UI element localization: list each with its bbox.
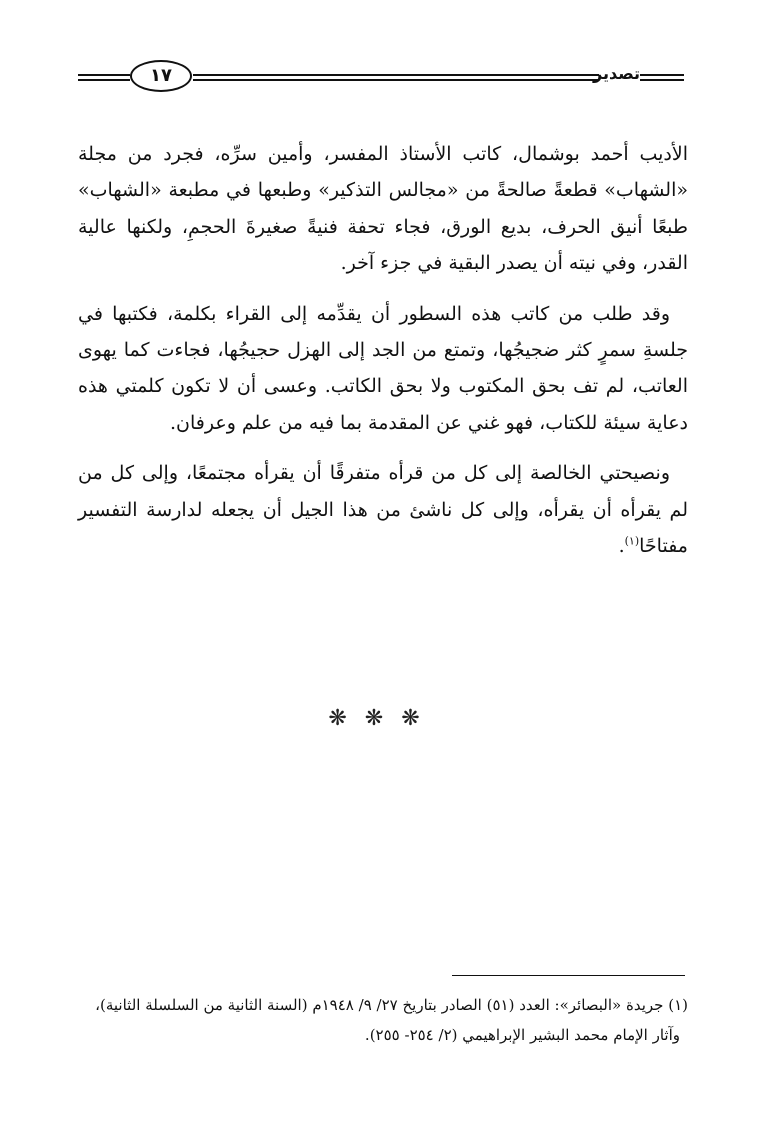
page-number: ١٧ — [130, 60, 192, 92]
running-title: تصدير — [593, 64, 640, 83]
header-rule-right — [640, 74, 684, 81]
paragraph-1: الأديب أحمد بوشمال، كاتب الأستاذ المفسر، وأمين سرِّه، فجرد من مجلة «الشهاب» قطعةً صالحةً من «مجالس التذكير» وطبعها في مطبعة «الشهاب» طبعًا أنيق الحرف، بديع الورق، فجاء تحفة فنيةً صغيرةَ الحجمِ، ولكنها عالية القدر، وفي نيته أن يصدر البقية في جزء آخر. — [78, 143, 688, 275]
footnotes — [78, 990, 688, 1050]
section-ornament: ❋❋❋ — [328, 706, 438, 731]
paragraph-2: وقد طلب من كاتب هذه السطور أن يقدِّمه إلى القراء بكلمة، فكتبها في جلسةِ سمرٍ كثر ضجيجُها، وتمتع من الجد إلى الهزل حجيجُها، فجاءت كما يهوى العاتب، لم تف بحق المكتوب ولا بحق الكاتب. وعسى أن لا تكون كلمتي هذه دعاية سيئة للكتاب، فهو غني عن المقدمة بما فيه من علم وعرفان. — [78, 302, 688, 434]
page-header — [78, 58, 684, 98]
paragraph-3-text: ونصيحتي الخالصة إلى كل من قرأه متفرقًا أن يقرأه مجتمعًا، وإلى كل من لم يقرأه أن يقرأه، وإلى كل ناشئ من هذا الجيل أن يجعله لدارسة التفسير مفتاحًا — [78, 462, 688, 558]
header-rule-left — [78, 74, 130, 81]
footnote-1-line-2: وآثار الإمام محمد البشير الإبراهيمي (٢/ ٢٥٤- ٢٥٥). — [364, 1026, 680, 1044]
footnote-1-line-1: (١) جريدة «البصائر»: العدد (٥١) الصادر بتاريخ ٢٧/ ٩/ ١٩٤٨م (السنة الثانية من السلسلة الثانية)، — [95, 996, 688, 1014]
body-text — [78, 136, 688, 564]
paragraph-3-period: . — [618, 535, 625, 558]
footnote-reference[interactable]: (١) — [624, 534, 640, 548]
header-rule-middle — [193, 74, 599, 81]
paragraph-3 — [78, 455, 688, 564]
footnote-separator — [452, 975, 685, 976]
